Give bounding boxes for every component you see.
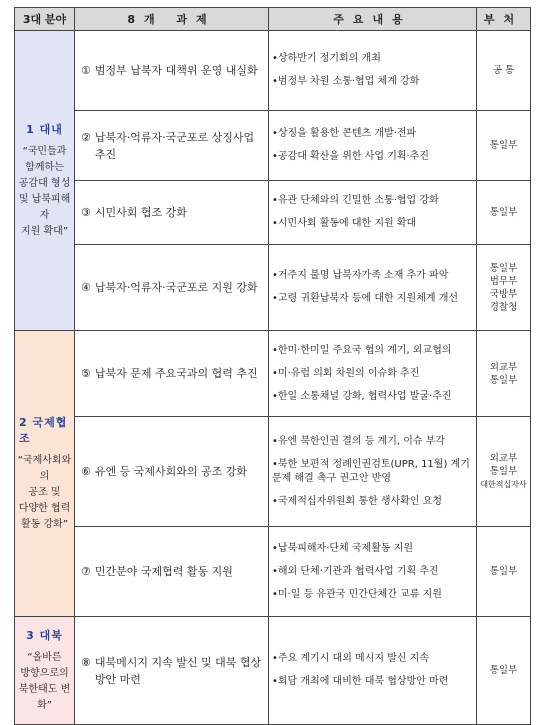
area-north-korea xyxy=(15,617,75,725)
task-cell xyxy=(75,31,269,111)
task-number: ⑥ xyxy=(81,465,91,478)
task-title: 시민사회 협조 강화 xyxy=(94,206,187,219)
dept-name: 통일부 xyxy=(489,262,518,274)
task-number: ⑦ xyxy=(81,565,91,578)
dept-cell xyxy=(477,417,531,527)
dept-name: 국방부 xyxy=(489,288,518,300)
content-item: •상징을 활용한 콘텐츠 개발·전파 xyxy=(272,128,417,139)
task-title: 대북메시지 지속 발신 및 대북 협상방안 마련 xyxy=(94,655,262,686)
content-item: •범정부 차원 소통·협업 체계 강화 xyxy=(272,76,420,87)
content-item: •미·유럽 의회 차원의 이슈화 추진 xyxy=(272,367,420,379)
task-row xyxy=(15,31,531,111)
task-row xyxy=(15,331,531,417)
task-cell xyxy=(75,617,269,725)
area-subtitle-line: 함께하는 xyxy=(25,161,64,173)
task-number: ⑤ xyxy=(81,367,91,380)
header-row xyxy=(15,8,531,31)
task-title: 납북자 문제 주요국과의 협력 추진 xyxy=(94,367,258,380)
dept-name: 통일부 xyxy=(489,466,518,477)
task-cell xyxy=(75,417,269,527)
task-number: ② xyxy=(81,130,91,144)
task-number: ④ xyxy=(81,281,91,294)
content-cell xyxy=(269,527,477,617)
area-subtitle-line: 공감대 형성 xyxy=(18,177,71,189)
area-subtitle-line: 공조 및 xyxy=(28,486,61,498)
area-title: 3 대북 xyxy=(26,628,63,642)
area-subtitle-line: “올바른 xyxy=(27,651,62,663)
task-cell xyxy=(75,245,269,331)
content-cell xyxy=(269,417,477,527)
content-item: •북한 보편적 정례인권검토(UPR, 11월) 계기 문제 해결 촉구 권고안 반영 xyxy=(272,458,470,484)
task-title: 납북자·억류자·국군포로 상징사업 추진 xyxy=(94,130,255,161)
area-subtitle-line: 활동 강화” xyxy=(21,518,68,530)
content-item: •미·일 등 유관국 민간단체간 교류 지원 xyxy=(272,588,442,600)
dept-name: 대한적십자사 xyxy=(480,480,527,489)
task-cell xyxy=(75,111,269,181)
dept-name: 외교부 xyxy=(489,453,518,464)
area-domestic xyxy=(15,31,75,331)
content-item: •한일 소통채널 강화, 협력사업 발굴·추진 xyxy=(272,390,452,402)
area-subtitle-line: 다양한 협력 xyxy=(18,502,71,514)
dept-name: 통일부 xyxy=(489,140,518,151)
header-area: 3대 분야 xyxy=(15,8,75,31)
task-row xyxy=(15,617,531,725)
strategy-table xyxy=(14,7,531,725)
area-subtitle-line: “국제사회와의 xyxy=(17,454,72,482)
task-number: ① xyxy=(81,64,91,77)
task-row xyxy=(15,181,531,245)
content-item: •주요 계기시 대외 메시지 발신 지속 xyxy=(272,653,430,664)
content-cell xyxy=(269,331,477,417)
header-task: 8개 과제 xyxy=(75,8,269,31)
dept-cell xyxy=(477,181,531,245)
area-title: 2 국제협조 xyxy=(19,415,68,445)
content-item: •유관 단체와의 긴밀한 소통·협업 강화 xyxy=(272,195,439,206)
content-cell xyxy=(269,617,477,725)
content-item: •한미·한미일 주요국 협의 계기, 외교협의 xyxy=(272,344,452,356)
dept-cell xyxy=(477,31,531,111)
area-subtitle-line: 북한태도 변화” xyxy=(18,683,71,711)
task-title: 납북자·억류자·국군포로 지원 강화 xyxy=(94,281,258,294)
content-item: •상하반기 정기회의 개최 xyxy=(272,53,381,64)
content-item: •회담 개최에 대비한 대북 협상방안 마련 xyxy=(272,676,449,687)
area-subtitle-line: 및 납북피해자 xyxy=(18,193,71,221)
task-row xyxy=(15,417,531,527)
dept-name: 통일부 xyxy=(489,665,518,676)
area-subtitle-line: 지원 확대” xyxy=(21,225,68,237)
content-cell xyxy=(269,245,477,331)
content-item: •시민사회 활동에 대한 지원 확대 xyxy=(272,218,417,229)
dept-cell xyxy=(477,245,531,331)
content-item: •해외 단체·기관과 협력사업 기획 추진 xyxy=(272,565,439,577)
content-cell xyxy=(269,111,477,181)
dept-name: 외교부 xyxy=(489,361,518,373)
dept-name: 법무부 xyxy=(489,275,518,287)
content-item: •국제적십자위원회 통한 생사확인 요청 xyxy=(272,495,442,507)
dept-name: 경찰청 xyxy=(489,301,518,313)
dept-name: 통일부 xyxy=(489,374,518,386)
task-cell xyxy=(75,527,269,617)
area-title: 1 대내 xyxy=(26,122,63,136)
area-subtitle-line: 방향으로의 xyxy=(20,667,69,679)
task-number: ③ xyxy=(81,206,91,219)
content-cell xyxy=(269,181,477,245)
task-title: 민간분야 국제협력 활동 지원 xyxy=(94,565,233,578)
header-dept: 부처 xyxy=(477,8,531,31)
dept-cell xyxy=(477,617,531,725)
dept-cell xyxy=(477,527,531,617)
task-row xyxy=(15,111,531,181)
task-title: 유엔 등 국제사회와의 공조 강화 xyxy=(94,465,247,478)
area-subtitle-line: “국민들과 xyxy=(22,145,67,157)
task-row xyxy=(15,527,531,617)
content-cell xyxy=(269,31,477,111)
dept-name: 통일부 xyxy=(489,566,518,577)
task-title: 범정부 납북자 대책위 운영 내실화 xyxy=(94,64,258,77)
header-content: 주요내용 xyxy=(269,8,477,31)
task-cell xyxy=(75,181,269,245)
content-item: •공감대 확산을 위한 사업 기획·추진 xyxy=(272,151,430,162)
dept-cell xyxy=(477,111,531,181)
content-item: •거주지 불명 납북자가족 소재 추가 파악 xyxy=(272,270,449,281)
dept-name: 공 통 xyxy=(492,65,515,76)
dept-cell xyxy=(477,331,531,417)
dept-name: 통일부 xyxy=(489,207,518,218)
content-item: •고령 귀환납북자 등에 대한 지원체계 개선 xyxy=(272,293,459,304)
task-row xyxy=(15,245,531,331)
content-item: •유엔 북한인권 결의 등 계기, 이슈 부각 xyxy=(272,435,446,447)
task-number: ⑧ xyxy=(81,655,91,669)
area-international xyxy=(15,331,75,617)
content-item: •납북피해자·단체 국제활동 지원 xyxy=(272,542,414,554)
task-cell xyxy=(75,331,269,417)
